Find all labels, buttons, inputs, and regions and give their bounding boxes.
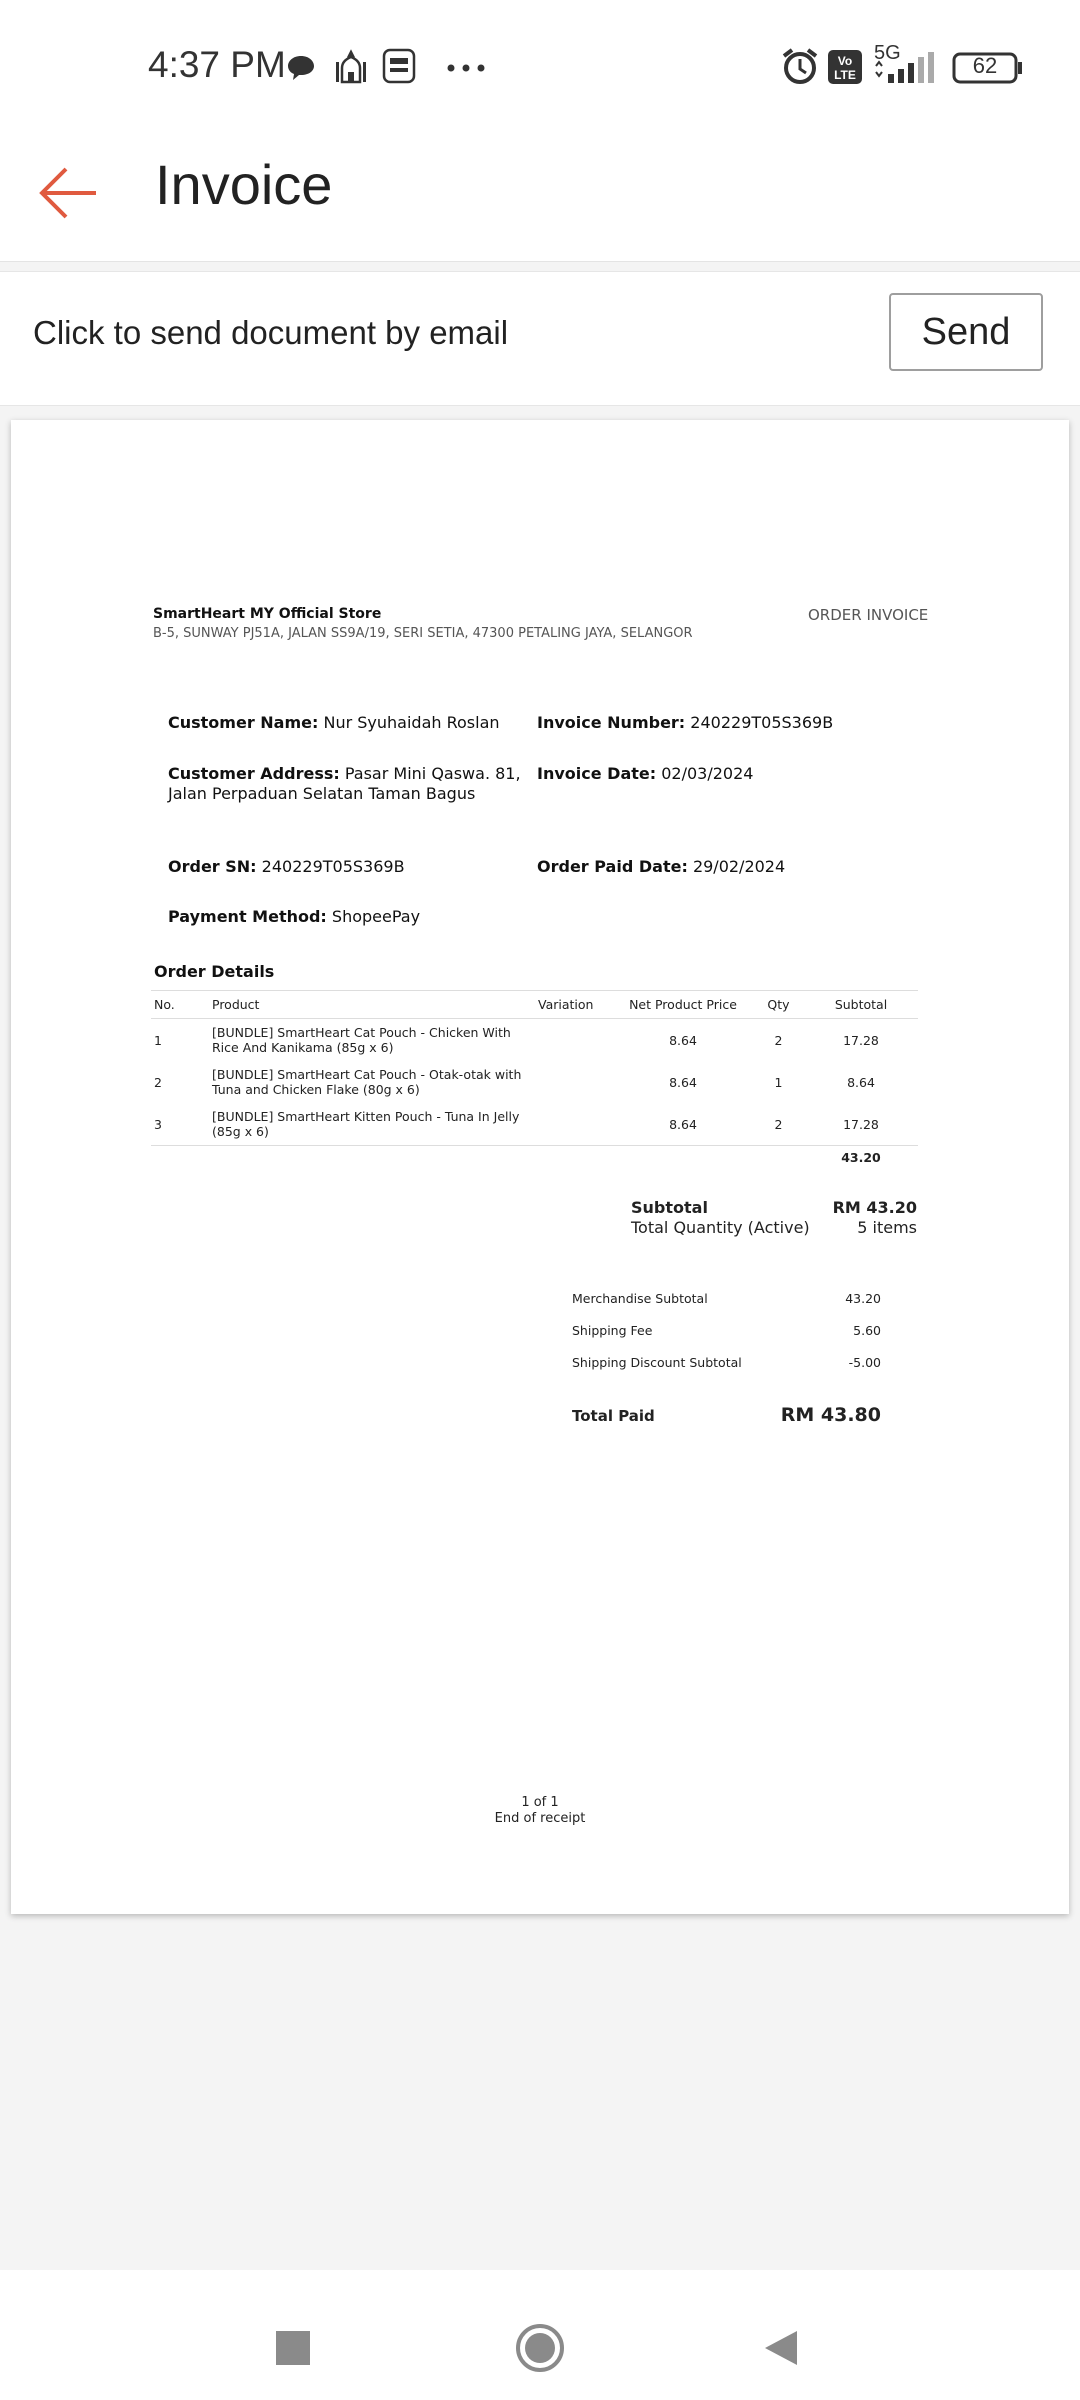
system-nav-bar	[0, 2270, 1080, 2400]
send-email-strip	[0, 271, 1080, 406]
end-of-receipt: End of receipt	[494, 1811, 586, 1826]
col-no: No.	[151, 991, 209, 1019]
document-label: ORDER INVOICE	[808, 606, 929, 624]
invoice-number: Invoice Number: 240229T05S369B	[537, 713, 834, 732]
send-instruction: Click to send document by email	[33, 314, 509, 351]
app-bar	[0, 125, 1080, 262]
mosque-icon	[334, 48, 368, 89]
page-title: Invoice	[155, 153, 333, 216]
subtotal-value: RM 43.20	[832, 1198, 917, 1217]
merchandise-subtotal-value: 43.20	[845, 1291, 881, 1306]
order-sn: Order SN: 240229T05S369B	[168, 857, 405, 876]
col-qty: Qty	[753, 991, 804, 1019]
table-total: 43.20	[804, 1146, 918, 1169]
subtotal-label: Subtotal	[631, 1198, 708, 1217]
svg-text:Vo: Vo	[837, 54, 853, 68]
recents-square-icon[interactable]	[276, 2331, 310, 2370]
merchandise-subtotal-label: Merchandise Subtotal	[572, 1291, 708, 1306]
order-details-title: Order Details	[154, 962, 275, 981]
alarm-icon	[780, 46, 820, 91]
table-row: 3 [BUNDLE] SmartHeart Kitten Pouch - Tuna In Jelly (85g x 6) 8.64 2 17.28	[154, 1109, 879, 1139]
col-subtotal: Subtotal	[804, 991, 918, 1019]
table-header-row	[151, 991, 918, 1019]
total-paid-label: Total Paid	[572, 1407, 655, 1425]
touch-n-go-ewallet-icon	[382, 48, 416, 89]
signal-icon	[872, 52, 942, 89]
home-circle-icon[interactable]	[515, 2323, 565, 2378]
payment-method: Payment Method: ShopeePay	[168, 907, 421, 926]
total-paid-value: RM 43.80	[780, 1404, 881, 1426]
more-dots-icon	[446, 60, 486, 78]
table-row: 1 [BUNDLE] SmartHeart Cat Pouch - Chicken With Rice And Kanikama (85g x 6) 8.64 2 17.28	[154, 1025, 879, 1055]
shipping-fee-value: 5.60	[853, 1323, 881, 1338]
quantity-label: Total Quantity (Active)	[631, 1218, 810, 1237]
table-row: 2 [BUNDLE] SmartHeart Cat Pouch - Otak-otak with Tuna and Chicken Flake (80g x 6) 8.64 1 8.64	[154, 1067, 875, 1097]
status-bar	[0, 0, 1080, 125]
col-product: Product	[209, 991, 535, 1019]
back-triangle-icon[interactable]	[763, 2329, 799, 2372]
volte-icon	[828, 50, 862, 89]
battery-level: 62	[972, 53, 998, 78]
svg-text:LTE: LTE	[834, 68, 856, 82]
invoice-document	[11, 420, 1069, 1914]
order-items-table	[151, 990, 918, 1168]
page-number: 1 of 1	[521, 1795, 559, 1810]
shipping-discount-value: -5.00	[848, 1355, 881, 1370]
store-name: SmartHeart MY Official Store	[153, 606, 382, 622]
store-address: B-5, SUNWAY PJ51A, JALAN SS9A/19, SERI SETIA, 47300 PETALING JAYA, SELANGOR	[153, 626, 693, 641]
back-arrow-icon[interactable]	[36, 161, 100, 225]
col-price: Net Product Price	[613, 991, 753, 1019]
quantity-value: 5 items	[857, 1218, 917, 1237]
order-paid-date: Order Paid Date: 29/02/2024	[537, 857, 786, 876]
shipping-discount-label: Shipping Discount Subtotal	[572, 1355, 742, 1370]
status-time: 4:37 PM	[148, 44, 286, 85]
customer-address: Customer Address: Pasar Mini Qaswa. 81, Jalan Perpaduan Selatan Taman Bagus	[168, 764, 521, 803]
chat-bubble-icon	[286, 54, 316, 87]
invoice-date: Invoice Date: 02/03/2024	[537, 764, 754, 783]
table-total-row	[151, 1146, 918, 1169]
send-button[interactable]: Send	[889, 293, 1043, 371]
col-variation: Variation	[535, 991, 613, 1019]
network-type-label: 5G	[874, 42, 901, 64]
customer-name: Customer Name: Nur Syuhaidah Roslan	[168, 713, 500, 732]
shipping-fee-label: Shipping Fee	[572, 1323, 653, 1338]
